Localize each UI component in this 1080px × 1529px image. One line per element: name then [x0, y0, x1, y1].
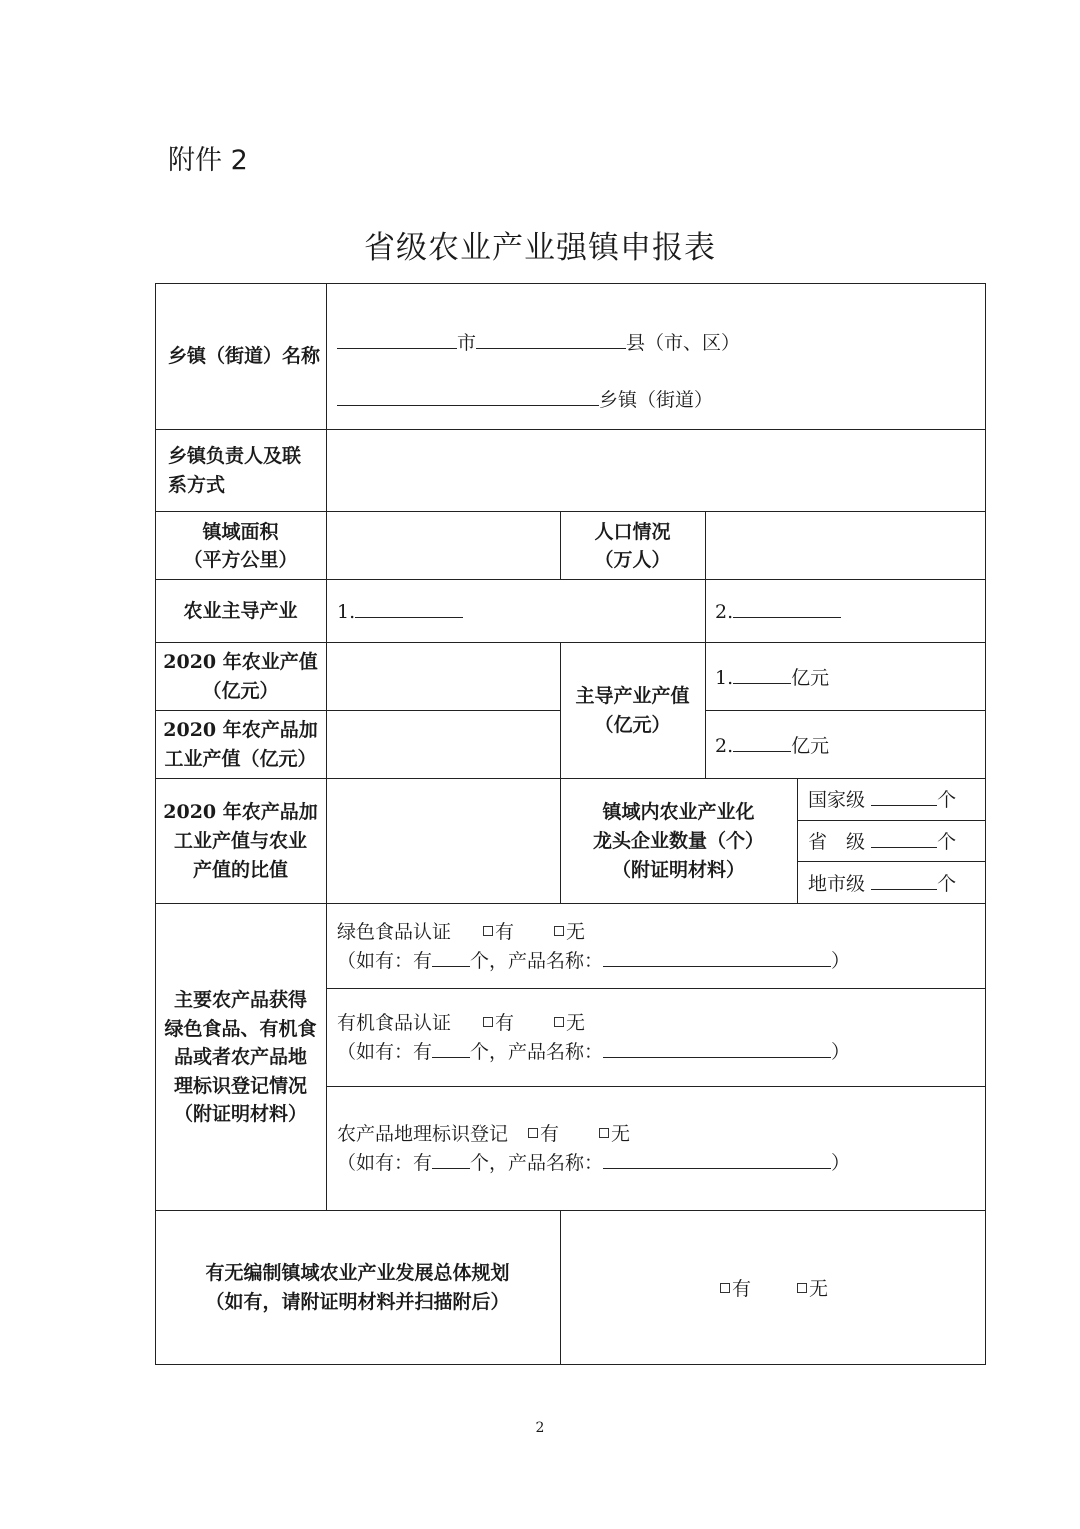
national-label: 国家级	[808, 789, 866, 811]
grid-line	[797, 861, 986, 862]
grid-line	[326, 988, 986, 989]
grid-line	[326, 283, 327, 1210]
organic-food-row	[337, 1009, 585, 1037]
contact-field[interactable]	[330, 433, 982, 507]
item1-prefix: 1.	[337, 601, 356, 623]
provincial-blank[interactable]	[871, 827, 937, 848]
geo-indication-row	[337, 1120, 630, 1148]
organic-food-label: 有机食品认证	[337, 1012, 452, 1034]
processing-2020-field[interactable]	[330, 714, 556, 774]
detail-prefix: （如有：有	[337, 1152, 433, 1174]
plan-label-line2: （如有，请附证明材料并扫描附后）	[205, 1291, 510, 1313]
green-no-checkbox[interactable]: 无	[554, 921, 585, 943]
certification-label-line4: 理标识登记情况	[173, 1075, 307, 1097]
detail-suffix: ）	[831, 1041, 851, 1063]
contact-label-line2: 系方式	[168, 474, 226, 496]
area-label-line2: （平方公里）	[183, 549, 298, 571]
area-field[interactable]	[330, 515, 556, 575]
grid-line	[155, 579, 986, 580]
grid-line	[155, 778, 986, 779]
population-label-line2: （万人）	[594, 549, 671, 571]
town-name-label: 乡镇（街道）名称	[168, 345, 321, 367]
green-food-detail	[337, 946, 850, 975]
leading-output-item2	[715, 731, 829, 760]
plan-label-line1: 有无编制镇域农业产业发展总体规划	[205, 1262, 510, 1284]
ratio-field[interactable]	[330, 782, 556, 899]
enterprise-municipal	[808, 869, 956, 898]
national-unit: 个	[937, 789, 957, 811]
output2-blank[interactable]	[733, 731, 791, 752]
population-field[interactable]	[709, 515, 982, 575]
town-suffix: 乡镇（街道）	[599, 389, 714, 411]
municipal-label: 地市级	[808, 873, 866, 895]
certification-label-line2: 绿色食品、有机食	[164, 1018, 317, 1040]
grid-line	[155, 511, 986, 512]
enterprise-national	[808, 785, 956, 814]
item2-prefix: 2.	[715, 601, 734, 623]
leading-industry-item1	[337, 597, 463, 626]
green-food-label: 绿色食品认证	[337, 921, 452, 943]
municipal-blank[interactable]	[871, 869, 937, 890]
output-2020-label-line1: 2020 年农业产值	[163, 651, 318, 673]
grid-line	[326, 1086, 986, 1087]
town-blank[interactable]	[337, 385, 599, 406]
area-label-line1: 镇域面积	[202, 521, 279, 543]
organic-food-detail	[337, 1037, 850, 1066]
output1-unit: 亿元	[791, 667, 830, 689]
grid-line	[705, 710, 986, 711]
ratio-label-line1: 2020 年农产品加	[163, 801, 318, 823]
leading-output-item1	[715, 663, 829, 692]
output2-unit: 亿元	[791, 735, 830, 757]
grid-line	[705, 511, 706, 642]
grid-line	[155, 1210, 986, 1211]
plan-no-checkbox[interactable]: 无	[797, 1278, 828, 1300]
grid-line	[797, 778, 798, 903]
plan-yes-checkbox[interactable]: 有	[720, 1278, 751, 1300]
leading-industry-label: 农业主导产业	[183, 600, 298, 622]
city-blank[interactable]	[337, 328, 457, 349]
town-name-town-line	[337, 385, 713, 414]
organic-count-blank[interactable]	[432, 1037, 470, 1058]
certification-label-line3: 品或者农产品地	[173, 1046, 307, 1068]
organic-no-checkbox[interactable]: 无	[554, 1012, 585, 1034]
city-suffix: 市	[457, 332, 477, 354]
form-title: 省级农业产业强镇申报表	[364, 230, 716, 266]
output-2020-label-line2: （亿元）	[202, 680, 279, 702]
organic-yes-checkbox[interactable]: 有	[483, 1012, 514, 1034]
county-suffix: 县（市、区）	[626, 332, 741, 354]
population-label-line1: 人口情况	[594, 521, 671, 543]
green-count-blank[interactable]	[432, 946, 470, 967]
leading-industry-item2	[715, 597, 841, 626]
geo-indication-label: 农产品地理标识登记	[337, 1123, 509, 1145]
geo-no-checkbox[interactable]: 无	[599, 1123, 630, 1145]
provincial-label: 省 级	[808, 831, 866, 853]
organic-product-blank[interactable]	[603, 1037, 831, 1058]
grid-line	[705, 642, 706, 778]
enterprises-label-line1: 镇域内农业产业化	[602, 801, 755, 823]
county-blank[interactable]	[476, 328, 626, 349]
grid-line	[155, 710, 561, 711]
grid-line	[797, 820, 986, 821]
green-food-row	[337, 918, 585, 946]
ratio-label-line3: 产值的比值	[192, 859, 288, 881]
detail-mid: 个，产品名称：	[470, 950, 604, 972]
leading-output-label-line2: （亿元）	[594, 714, 671, 736]
geo-count-blank[interactable]	[432, 1148, 470, 1169]
detail-prefix: （如有：有	[337, 950, 433, 972]
national-blank[interactable]	[871, 785, 937, 806]
output-2020-field[interactable]	[330, 646, 556, 706]
grid-line	[155, 429, 986, 430]
grid-line	[560, 1210, 561, 1365]
enterprise-provincial	[808, 827, 956, 856]
processing-2020-label-line2: 工业产值（亿元）	[164, 748, 317, 770]
enterprises-label-line3: （附证明材料）	[611, 859, 745, 881]
grid-line	[155, 903, 986, 904]
leading-output-label-line1: 主导产业产值	[575, 685, 690, 707]
detail-suffix: ）	[831, 1152, 851, 1174]
output2-prefix: 2.	[715, 735, 734, 757]
enterprises-label-line2: 龙头企业数量（个）	[592, 830, 764, 852]
industry1-blank[interactable]	[355, 597, 463, 618]
attachment-label: 附件 2	[168, 145, 248, 176]
contact-label-line1: 乡镇负责人及联	[168, 445, 302, 467]
geo-yes-checkbox[interactable]: 有	[528, 1123, 559, 1145]
processing-2020-label-line1: 2020 年农产品加	[163, 719, 318, 741]
town-name-city-line	[337, 328, 740, 357]
municipal-unit: 个	[937, 873, 957, 895]
plan-options	[720, 1275, 828, 1303]
output1-prefix: 1.	[715, 667, 734, 689]
grid-line	[155, 642, 986, 643]
detail-mid: 个，产品名称：	[470, 1041, 604, 1063]
page-number: 2	[535, 1420, 545, 1436]
output1-blank[interactable]	[733, 663, 791, 684]
green-product-blank[interactable]	[603, 946, 831, 967]
certification-label-line5: （附证明材料）	[173, 1103, 307, 1125]
geo-indication-detail	[337, 1148, 850, 1177]
certification-label-line1: 主要农产品获得	[173, 989, 307, 1011]
detail-mid: 个，产品名称：	[470, 1152, 604, 1174]
ratio-label-line2: 工业产值与农业	[173, 830, 307, 852]
provincial-unit: 个	[937, 831, 957, 853]
green-yes-checkbox[interactable]: 有	[483, 921, 514, 943]
detail-prefix: （如有：有	[337, 1041, 433, 1063]
industry2-blank[interactable]	[733, 597, 841, 618]
geo-product-blank[interactable]	[603, 1148, 831, 1169]
detail-suffix: ）	[831, 950, 851, 972]
